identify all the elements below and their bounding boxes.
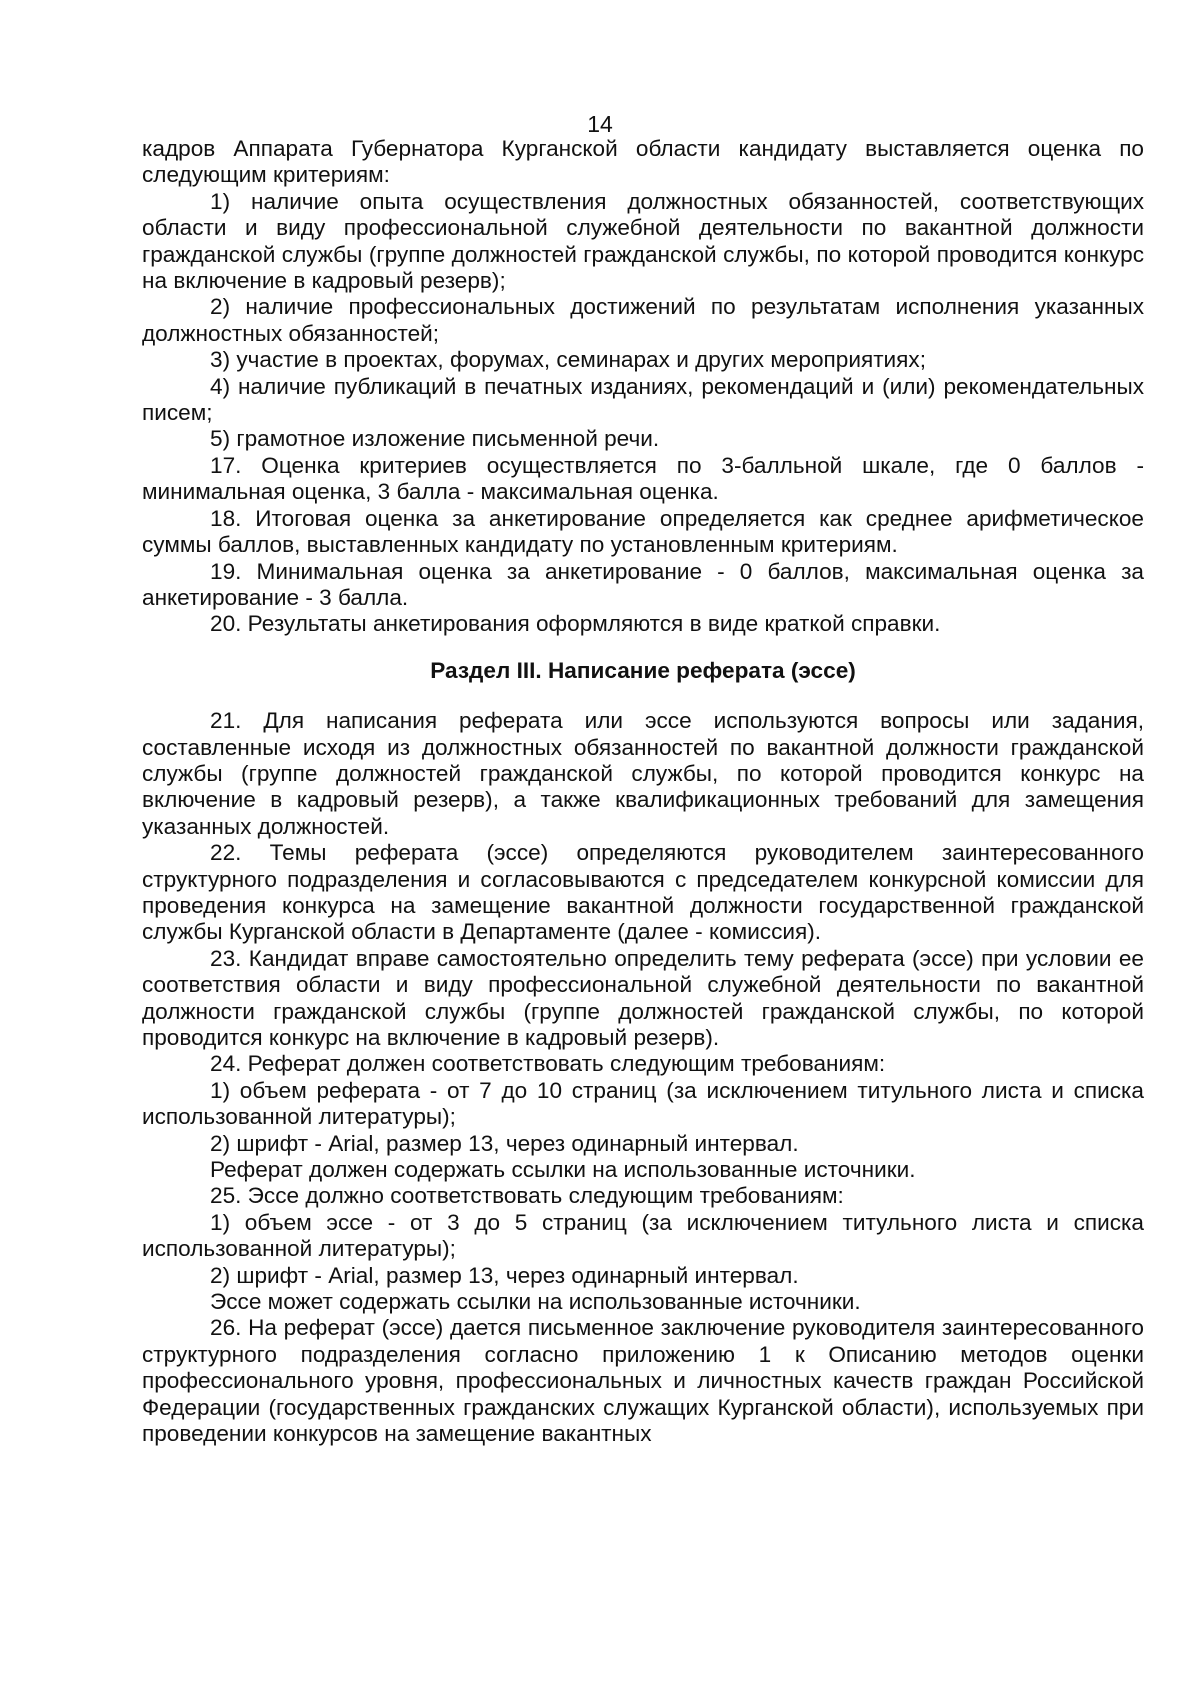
paragraph: 1) наличие опыта осуществления должностных обязанностей, соответствующих области и виду профессиональной служебной деятельности по вакантной должности гражданской службы (группе должностей гражданской службы, по которой проводится конкурс на включение в кадровый резерв); [142,188,1144,294]
paragraph: 3) участие в проектах, форумах, семинарах и других мероприятиях; [210,347,926,373]
paragraph: 23. Кандидат вправе самостоятельно определить тему реферата (эссе) при условии ее соответствия области и виду профессиональной служебной деятельности по вакантной должности гражданской службы (группе должностей гражданской службы, по которой проводится конкурс на включение в кадровый резерв). [142,945,1144,1050]
page-number: 14 [587,111,613,137]
paragraph: 1) объем эссе - от 3 до 5 страниц (за исключением титульного листа и списка использованной литературы); [142,1209,1144,1262]
paragraph: 20. Результаты анкетирования оформляются в виде краткой справки. [210,611,941,637]
paragraph: 5) грамотное изложение письменной речи. [210,426,660,452]
paragraph: 17. Оценка критериев осуществляется по 3-балльной шкале, где 0 баллов - минимальная оценка, 3 балла - максимальная оценка. [142,452,1144,505]
paragraph: Реферат должен содержать ссылки на использованные источники. [210,1157,916,1183]
paragraph: Эссе может содержать ссылки на использованные источники. [210,1289,861,1315]
paragraph: 26. На реферат (эссе) дается письменное заключение руководителя заинтересованного структурного подразделения согласно приложению 1 к Описанию методов оценки профессионального уровня, профессиональных и личностных качеств граждан Российской Федерации (государственных гражданских служащих Курганской области), используемых при проведении конкурсов на замещение вакантных [142,1315,1144,1447]
paragraph: 24. Реферат должен соответствовать следующим требованиям: [210,1051,886,1077]
paragraph: 2) наличие профессиональных достижений по результатам исполнения указанных должностных обязанностей; [142,294,1144,346]
document-body [142,136,1144,1448]
paragraph: 19. Минимальная оценка за анкетирование - 0 баллов, максимальная оценка за анкетирование - 3 балла. [142,558,1144,610]
section-title: Раздел III. Написание реферата (эссе) [430,657,856,683]
paragraphs-after-section [142,708,1144,1447]
paragraph: 21. Для написания реферата или эссе используются вопросы или задания, составленные исходя из должностных обязанностей по вакантной должности гражданской службы (группе должностей гражданской службы, по которой проводится конкурс на включение в кадровый резерв), а также квалификационных требований для замещения указанных должностей. [142,708,1144,839]
paragraph: 2) шрифт - Arial, размер 13, через одинарный интервал. [210,1130,799,1156]
paragraph: 25. Эссе должно соответствовать следующим требованиям: [210,1183,844,1209]
paragraph: 22. Темы реферата (эссе) определяются руководителем заинтересованного структурного подразделения и согласовываются с председателем конкурсной комиссии для проведения конкурса на замещение вакантной должности государственной гражданской службы Курганской области в Департаменте (далее - комиссия). [142,840,1144,945]
paragraph: 1) объем реферата - от 7 до 10 страниц (за исключением титульного листа и списка использованной литературы); [142,1077,1144,1130]
paragraph: 2) шрифт - Arial, размер 13, через одинарный интервал. [210,1262,799,1288]
paragraph: кадров Аппарата Губернатора Курганской области кандидату выставляется оценка по следующим критериям: [142,136,1144,188]
paragraph: 4) наличие публикаций в печатных изданиях, рекомендаций и (или) рекомендательных писем; [142,373,1144,426]
paragraph: 18. Итоговая оценка за анкетирование определяется как среднее арифметическое суммы баллов, выставленных кандидату по установленным критериям. [142,505,1144,558]
paragraphs-before-section [142,136,1144,638]
